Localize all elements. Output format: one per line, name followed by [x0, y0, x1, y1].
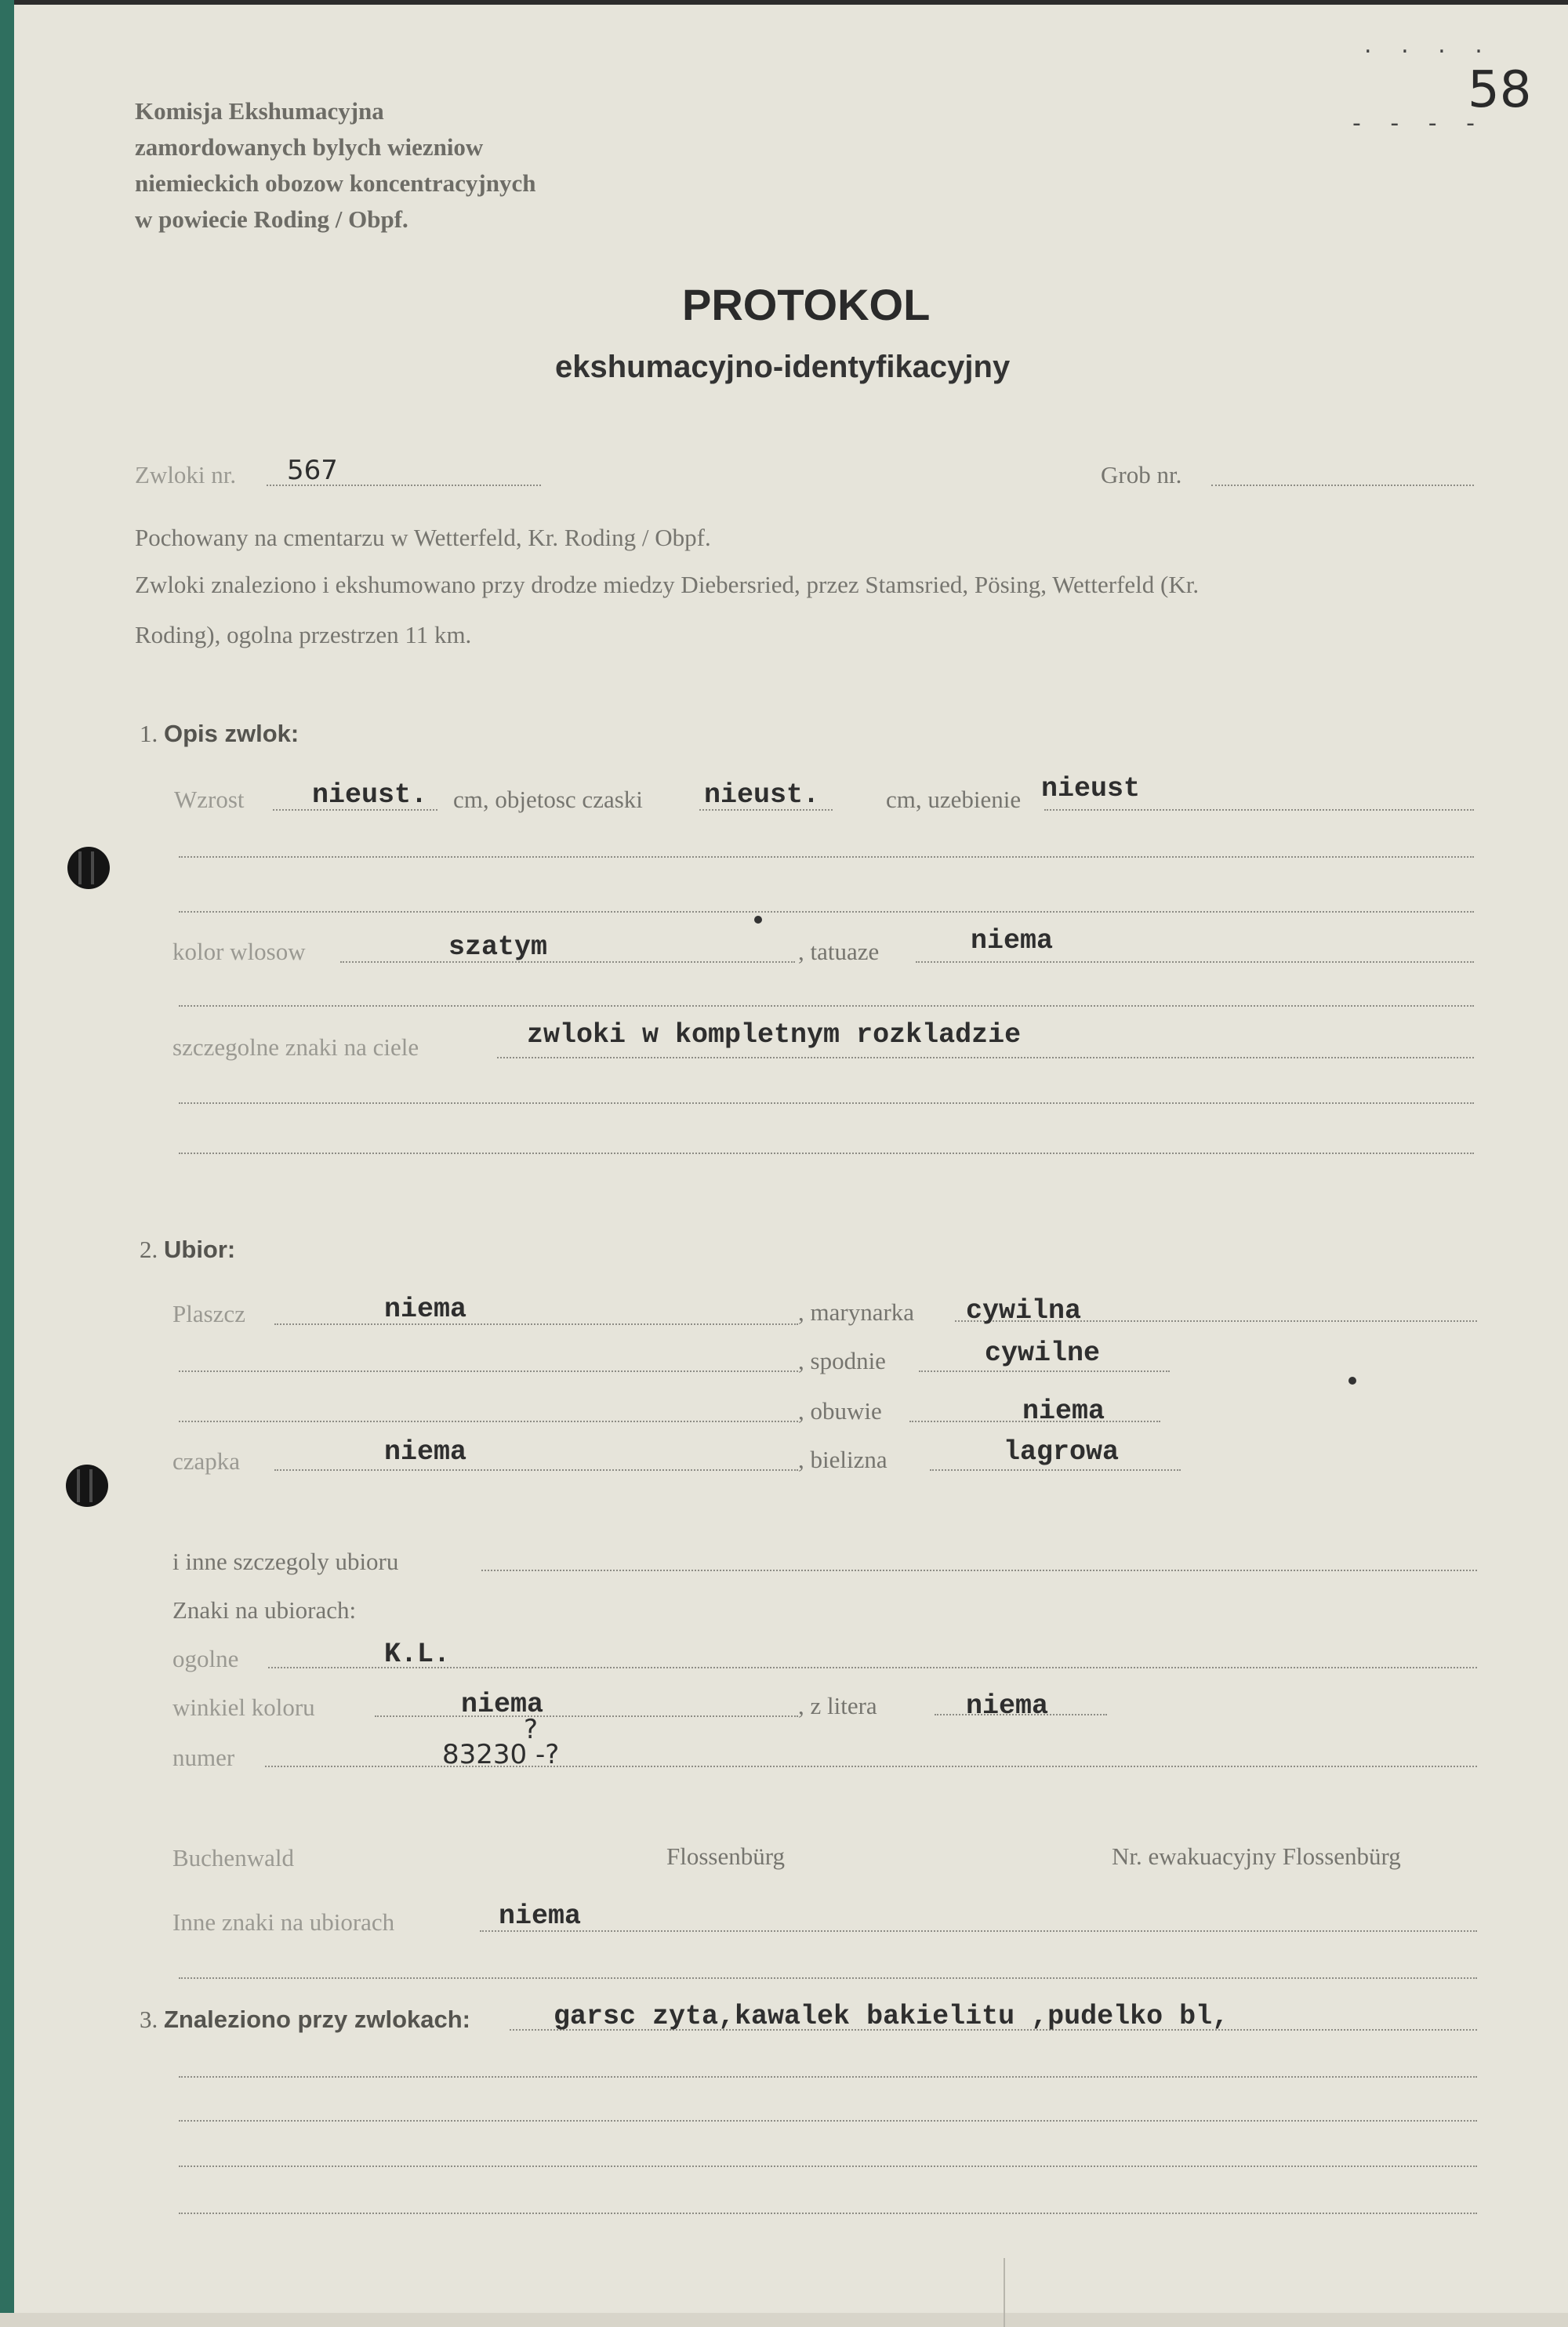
- winkiel-question-mark: ?: [524, 1714, 539, 1745]
- plaszcz-line: [274, 1323, 798, 1325]
- blank-line: [179, 911, 1474, 913]
- section-2-number: 2.: [140, 1236, 158, 1263]
- plaszcz-value: niema: [384, 1294, 467, 1325]
- spodnie-lead-line: [179, 1370, 798, 1372]
- punch-hole-icon: [66, 1465, 108, 1507]
- camp-evacuation-number: Nr. ewakuacyjny Flossenbürg: [1112, 1842, 1401, 1870]
- marynarka-value: cywilna: [966, 1295, 1082, 1327]
- obuwie-value: niema: [1022, 1396, 1105, 1427]
- page-bottom-edge: [0, 2313, 1568, 2327]
- znaki-ubior-label: Znaki na ubiorach:: [172, 1596, 357, 1624]
- section-3-title: Znaleziono przy zwlokach:: [164, 2006, 470, 2033]
- header-line-2: zamordowanych bylych wiezniow: [135, 133, 484, 161]
- numer-label: numer: [172, 1744, 235, 1771]
- plaszcz-label: Plaszcz: [172, 1300, 245, 1327]
- wzrost-value: nieust.: [312, 779, 428, 811]
- blank-line: [179, 856, 1474, 858]
- found-text-line-1: Zwloki znaleziono i ekshumowano przy drodze miedzy Diebersried, przez Stamsried, Pösing, Wetterfeld (Kr.: [135, 571, 1200, 598]
- blank-line: [179, 1977, 1477, 1979]
- tatuaze-line: [916, 961, 1474, 963]
- section-3-value: garsc zyta,kawalek bakielitu ,pudelko bl,: [554, 2001, 1229, 2032]
- bielizna-label: , bielizna: [798, 1446, 887, 1473]
- uzebienie-line: [1044, 809, 1474, 811]
- znaki-label: szczegolne znaki na ciele: [172, 1033, 419, 1061]
- inne-znaki-line: [480, 1930, 1477, 1932]
- inne-szczegoly-label: i inne szczegoly ubioru: [172, 1548, 399, 1575]
- numer-value: 83230 -?: [442, 1739, 560, 1770]
- wzrost-label: Wzrost: [174, 786, 245, 813]
- winkiel-line: [375, 1715, 798, 1717]
- decorative-dashes: - - - -: [1352, 110, 1486, 137]
- winkiel-label: winkiel koloru: [172, 1694, 315, 1721]
- blank-line: [179, 2120, 1477, 2122]
- inne-znaki-value: niema: [499, 1900, 582, 1932]
- blank-line: [179, 1102, 1474, 1104]
- uzebienie-value: nieust: [1041, 773, 1141, 804]
- spodnie-value: cywilne: [985, 1338, 1101, 1369]
- czaska-value: nieust.: [704, 779, 820, 811]
- znaki-value: zwloki w kompletnym rozkladzie: [527, 1019, 1022, 1051]
- header-line-4: w powiecie Roding / Obpf.: [135, 205, 408, 233]
- blank-line: [179, 2076, 1477, 2078]
- tatuaze-value: niema: [971, 925, 1054, 957]
- zwloki-label: Zwloki nr.: [135, 461, 237, 488]
- zwloki-line: [267, 485, 541, 486]
- page-top-edge: [0, 0, 1568, 5]
- uzebienie-label: cm, uzebienie: [886, 786, 1022, 813]
- znaki-line: [497, 1057, 1474, 1058]
- found-text-line-2: Roding), ogolna przestrzen 11 km.: [135, 621, 472, 648]
- section-3-heading: [140, 2006, 470, 2034]
- section-1-title: Opis zwlok:: [164, 720, 299, 747]
- blank-line: [179, 1005, 1474, 1007]
- binding-edge: [0, 0, 14, 2327]
- section-1-number: 1.: [140, 720, 158, 747]
- litera-value: niema: [966, 1690, 1049, 1722]
- punch-hole-icon: [67, 847, 110, 889]
- litera-label: , z litera: [798, 1692, 877, 1719]
- ink-speck: [1348, 1377, 1356, 1385]
- czapka-value: niema: [384, 1436, 467, 1468]
- spodnie-line: [919, 1370, 1170, 1372]
- inne-szczegoly-line: [481, 1570, 1477, 1571]
- camp-buchenwald: Buchenwald: [172, 1844, 294, 1871]
- ogolne-value: K.L.: [384, 1639, 451, 1670]
- ogolne-label: ogolne: [172, 1645, 239, 1672]
- winkiel-value: niema: [461, 1689, 544, 1720]
- ink-speck: [754, 916, 762, 924]
- kolor-value: szatym: [448, 931, 548, 963]
- section-2-heading: [140, 1236, 235, 1264]
- grob-label: Grob nr.: [1101, 461, 1182, 488]
- buried-text: Pochowany na cmentarzu w Wetterfeld, Kr. Roding / Obpf.: [135, 524, 711, 551]
- spodnie-label: , spodnie: [798, 1347, 886, 1374]
- header-line-3: niemieckich obozow koncentracyjnych: [135, 169, 536, 197]
- tatuaze-label: , tatuaze: [798, 938, 880, 965]
- header-line-1: Komisja Ekshumacyjna: [135, 97, 384, 125]
- document-title: PROTOKOL: [682, 280, 931, 329]
- kolor-line: [340, 961, 795, 963]
- marynarka-label: , marynarka: [798, 1298, 915, 1326]
- kolor-label: kolor wlosow: [172, 938, 306, 965]
- bielizna-value: lagrowa: [1004, 1436, 1120, 1468]
- section-2-title: Ubior:: [164, 1236, 236, 1263]
- camp-flossenburg: Flossenbürg: [666, 1842, 786, 1870]
- section-1-heading: [140, 720, 299, 748]
- grob-line: [1211, 485, 1474, 486]
- zwloki-value: 567: [287, 455, 338, 486]
- obuwie-lead-line: [179, 1421, 798, 1422]
- bielizna-line: [930, 1469, 1181, 1471]
- section-3-number: 3.: [140, 2006, 158, 2033]
- blank-line: [179, 1153, 1474, 1154]
- czapka-label: czapka: [172, 1447, 241, 1475]
- czaska-label: cm, objetosc czaski: [453, 786, 643, 813]
- blank-line: [179, 2213, 1477, 2214]
- decorative-dots: . . . .: [1364, 31, 1494, 59]
- paper-fold: [1004, 2258, 1005, 2327]
- blank-line: [179, 2165, 1477, 2167]
- document-subtitle: ekshumacyjno-identyfikacyjny: [555, 350, 1011, 384]
- inne-znaki-label: Inne znaki na ubiorach: [172, 1908, 395, 1936]
- czapka-line: [274, 1469, 798, 1471]
- obuwie-label: , obuwie: [798, 1397, 882, 1425]
- page-number: 58: [1468, 61, 1532, 119]
